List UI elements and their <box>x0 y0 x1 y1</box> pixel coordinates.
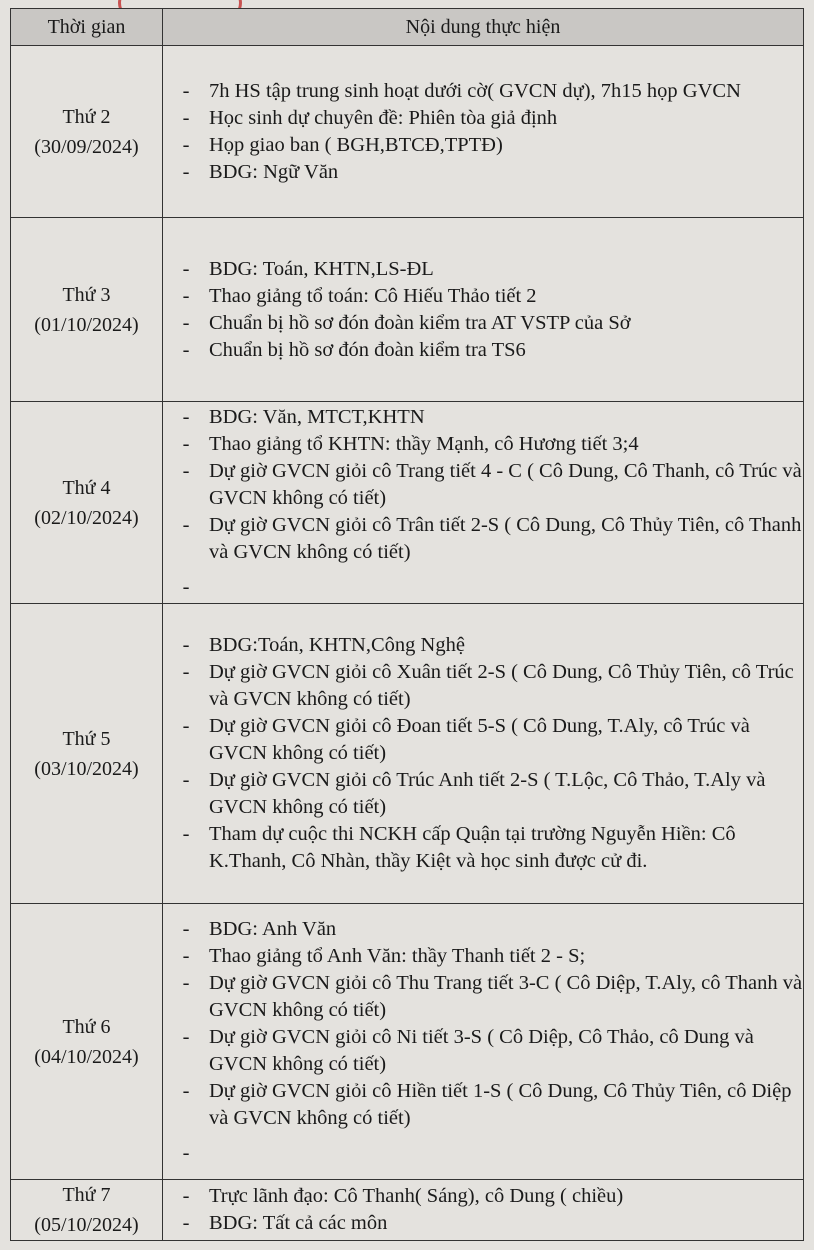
day-cell <box>11 46 163 218</box>
list-item <box>163 1024 803 1078</box>
bullet-dash: - <box>182 918 190 940</box>
item-text: Chuẩn bị hồ sơ đón đoàn kiểm tra TS6 <box>209 338 526 361</box>
item-text: Thao giảng tổ KHTN: thầy Mạnh, cô Hương tiết 3;4 <box>209 433 639 455</box>
item-text: BDG: Anh Văn <box>209 918 337 940</box>
header-time: Thời gian <box>11 9 163 46</box>
item-text: Thao giảng tổ Anh Văn: thầy Thanh tiết 2 - S; <box>209 945 586 967</box>
list-item <box>163 1078 803 1132</box>
bullet-dash: - <box>182 945 190 967</box>
bullet-dash: - <box>182 823 190 845</box>
bullet-dash: - <box>182 160 190 183</box>
day-label: Thứ 2 <box>62 105 111 128</box>
item-text: Trực lãnh đạo: Cô Thanh( Sáng), cô Dung ( chiều) <box>209 1185 624 1207</box>
bullet-dash: - <box>182 257 190 280</box>
list-item <box>163 1140 803 1167</box>
bullet-dash: - <box>182 661 190 683</box>
day-label: Thứ 5 <box>62 727 111 750</box>
bullet-dash: - <box>182 284 190 307</box>
table-row <box>11 604 804 904</box>
list-item <box>163 767 803 821</box>
list-item <box>163 659 803 713</box>
list-item <box>163 512 803 566</box>
list-item <box>163 337 803 364</box>
day-cell <box>11 218 163 402</box>
list-item <box>163 78 803 105</box>
day-cell <box>11 402 163 604</box>
day-date: (01/10/2024) <box>34 313 139 336</box>
header-content: Nội dung thực hiện <box>163 9 804 46</box>
content-cell <box>163 218 804 402</box>
item-text: Tham dự cuộc thi NCKH cấp Quận tại trường Nguyễn Hiền: Cô K.Thanh, Cô Nhàn, thầy Kiệt và học sinh được cử đi. <box>209 823 736 872</box>
content-cell <box>163 402 804 604</box>
item-text: Dự giờ GVCN giỏi cô Hiền tiết 1-S ( Cô Dung, Cô Thủy Tiên, cô Diệp và GVCN không có tiết) <box>209 1080 792 1129</box>
bullet-dash: - <box>182 133 190 156</box>
bullet-dash: - <box>182 311 190 334</box>
list-item <box>163 159 803 186</box>
bullet-dash: - <box>182 406 190 428</box>
list-item <box>163 632 803 659</box>
table-row <box>11 904 804 1180</box>
list-item <box>163 916 803 943</box>
day-cell <box>11 904 163 1180</box>
day-cell <box>11 604 163 904</box>
bullet-dash: - <box>182 634 190 656</box>
table-row <box>11 402 804 604</box>
day-label: Thứ 6 <box>62 1015 111 1038</box>
item-text: Thao giảng tổ toán: Cô Hiếu Thảo tiết 2 <box>209 284 537 307</box>
content-cell <box>163 904 804 1180</box>
bullet-dash: - <box>182 1026 190 1048</box>
item-text: BDG: Ngữ Văn <box>209 160 339 183</box>
bullet-dash: - <box>182 79 190 102</box>
item-text: Dự giờ GVCN giỏi cô Thu Trang tiết 3-C ( Cô Diệp, T.Aly, cô Thanh và GVCN không có tiết) <box>209 972 803 1021</box>
item-text <box>209 574 803 601</box>
item-text: Dự giờ GVCN giỏi cô Xuân tiết 2-S ( Cô Dung, Cô Thủy Tiên, cô Trúc và GVCN không có tiết) <box>209 661 794 710</box>
list-item <box>163 821 803 875</box>
content-cell <box>163 1180 804 1241</box>
list-item <box>163 431 803 458</box>
bullet-dash: - <box>182 338 190 361</box>
list-item <box>163 1183 803 1210</box>
day-date: (03/10/2024) <box>34 757 139 780</box>
day-label: Thứ 7 <box>62 1184 111 1206</box>
bullet-dash: - <box>182 1142 190 1164</box>
item-text: 7h HS tập trung sinh hoạt dưới cờ( GVCN dự), 7h15 họp GVCN <box>209 79 741 102</box>
list-item <box>163 574 803 601</box>
table-row <box>11 46 804 218</box>
table-row <box>11 218 804 402</box>
day-date: (05/10/2024) <box>34 1214 139 1236</box>
item-text: BDG: Tất cả các môn <box>209 1212 388 1234</box>
item-text: BDG: Văn, MTCT,KHTN <box>209 406 425 428</box>
bullet-dash: - <box>182 972 190 994</box>
list-item <box>163 970 803 1024</box>
bullet-dash: - <box>182 460 190 482</box>
bullet-dash: - <box>182 576 190 598</box>
item-text: Dự giờ GVCN giỏi cô Ni tiết 3-S ( Cô Diệp, Cô Thảo, cô Dung và GVCN không có tiết) <box>209 1026 754 1075</box>
day-date: (02/10/2024) <box>34 506 139 529</box>
header-row <box>11 9 804 46</box>
item-text: BDG:Toán, KHTN,Công Nghệ <box>209 634 465 656</box>
list-item <box>163 1210 803 1237</box>
bullet-dash: - <box>182 1080 190 1102</box>
weekly-schedule-table <box>10 8 804 1241</box>
bullet-dash: - <box>182 433 190 455</box>
bullet-dash: - <box>182 514 190 536</box>
day-cell <box>11 1180 163 1241</box>
list-item <box>163 458 803 512</box>
item-text: Dự giờ GVCN giỏi cô Trang tiết 4 - C ( Cô Dung, Cô Thanh, cô Trúc và GVCN không có tiết) <box>209 460 802 509</box>
list-item <box>163 283 803 310</box>
item-text: BDG: Toán, KHTN,LS-ĐL <box>209 257 434 280</box>
item-text <box>209 1140 803 1167</box>
day-date: (04/10/2024) <box>34 1045 139 1068</box>
list-item <box>163 943 803 970</box>
item-text: Họp giao ban ( BGH,BTCĐ,TPTĐ) <box>209 133 503 156</box>
item-text: Dự giờ GVCN giỏi cô Trúc Anh tiết 2-S ( T.Lộc, Cô Thảo, T.Aly và GVCN không có tiết) <box>209 769 766 818</box>
list-item <box>163 132 803 159</box>
list-item <box>163 256 803 283</box>
list-item <box>163 310 803 337</box>
day-label: Thứ 3 <box>62 283 111 306</box>
list-item <box>163 404 803 431</box>
bullet-dash: - <box>182 769 190 791</box>
list-item <box>163 713 803 767</box>
list-item <box>163 105 803 132</box>
item-text: Dự giờ GVCN giỏi cô Đoan tiết 5-S ( Cô Dung, T.Aly, cô Trúc và GVCN không có tiết) <box>209 715 750 764</box>
item-text: Học sinh dự chuyên đề: Phiên tòa giả định <box>209 106 558 129</box>
bullet-dash: - <box>182 106 190 129</box>
item-text: Dự giờ GVCN giỏi cô Trân tiết 2-S ( Cô Dung, Cô Thủy Tiên, cô Thanh và GVCN không có tiết) <box>209 514 802 563</box>
table-row <box>11 1180 804 1241</box>
day-label: Thứ 4 <box>62 476 111 499</box>
bullet-dash: - <box>182 1185 190 1207</box>
day-date: (30/09/2024) <box>34 135 139 158</box>
bullet-dash: - <box>182 1212 190 1234</box>
content-cell <box>163 604 804 904</box>
bullet-dash: - <box>182 715 190 737</box>
item-text: Chuẩn bị hồ sơ đón đoàn kiểm tra AT VSTP của Sở <box>209 311 631 334</box>
content-cell <box>163 46 804 218</box>
